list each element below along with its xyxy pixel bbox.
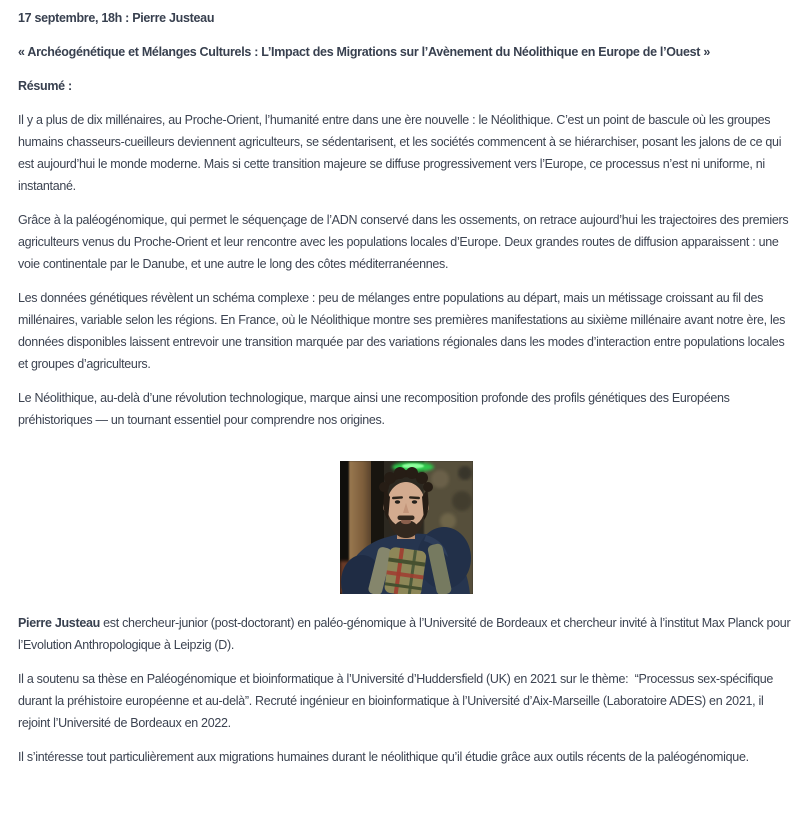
event-date-speaker: 17 septembre, 18h : Pierre Justeau — [18, 11, 215, 25]
bio-paragraph-1-text: est chercheur-junior (post-doctorant) en paléo-génomique à l’Université de Bordeaux et chercheur invité à l’institut Max Planck pour l’Evolution Anthropologique à Leipzig (D). — [18, 616, 794, 652]
abstract-label: Résumé : — [18, 79, 72, 93]
speaker-name: Pierre Justeau — [18, 616, 100, 630]
bio-paragraph-1 — [18, 612, 795, 656]
abstract-paragraph-2: Grâce à la paléogénomique, qui permet le séquençage de l’ADN conservé dans les ossements, on retrace aujourd’hui les trajectoires des premiers agriculteurs venus du Proche-Orient et leur rencontre avec les populations locales d’Europe. Deux grandes routes de diffusion apparaissent : une voie continentale par le Danube, et une autre le long des côtes méditerranéennes. — [18, 213, 792, 271]
abstract-paragraph-4: Le Néolithique, au-delà d’une révolution technologique, marque ainsi une recomposition profonde des profils génétiques des Européens préhistoriques — un tournant essentiel pour comprendre nos origines. — [18, 391, 733, 427]
bio-paragraph-3: Il s’intéresse tout particulièrement aux migrations humaines durant le néolithique qu’il étudie grâce aux outils récents de la paléogénomique. — [18, 750, 749, 764]
talk-title: « Archéogénétique et Mélanges Culturels : L’Impact des Migrations sur l’Avènement du Néolithique en Europe de l’Ouest » — [18, 45, 710, 59]
speaker-photo-image — [340, 461, 473, 594]
abstract-paragraph-1: Il y a plus de dix millénaires, au Proche-Orient, l’humanité entre dans une ère nouvelle : le Néolithique. C’est un point de bascule où les groupes humains chasseurs-cueilleurs deviennent agriculteurs, se sédentarisent, et les sociétés commencent à se hiérarchiser, posant les jalons de ce qui est aujourd’hui le monde moderne. Mais si cette transition majeure se diffuse progressivement vers l’Europe, ce processus n’est ni uniforme, ni instantané. — [18, 113, 785, 193]
speaker-photo — [340, 461, 473, 594]
abstract-paragraph-3: Les données génétiques révèlent un schéma complexe : peu de mélanges entre populations au départ, mais un métissage croissant au fil des millénaires, variable selon les régions. En France, où le Néolithique montre ses premières manifestations au sixième millénaire avant notre ère, les données disponibles laissent entrevoir une transition marquée par des variations régionales dans les modes d’interaction entre populations locales et groupes d’agriculteurs. — [18, 291, 789, 371]
bio-paragraph-2: Il a soutenu sa thèse en Paléogénomique et bioinformatique à l’Université d’Huddersfield (UK) en 2021 sur le thème: “Processus sex-spécifique durant la préhistoire européenne et au-delà”. Recruté ingénieur en bioinformatique à l’Université d’Aix-Marseille (Laboratoire ADES) en 2021, il rejoint l’Université de Bordeaux en 2022. — [18, 672, 777, 730]
